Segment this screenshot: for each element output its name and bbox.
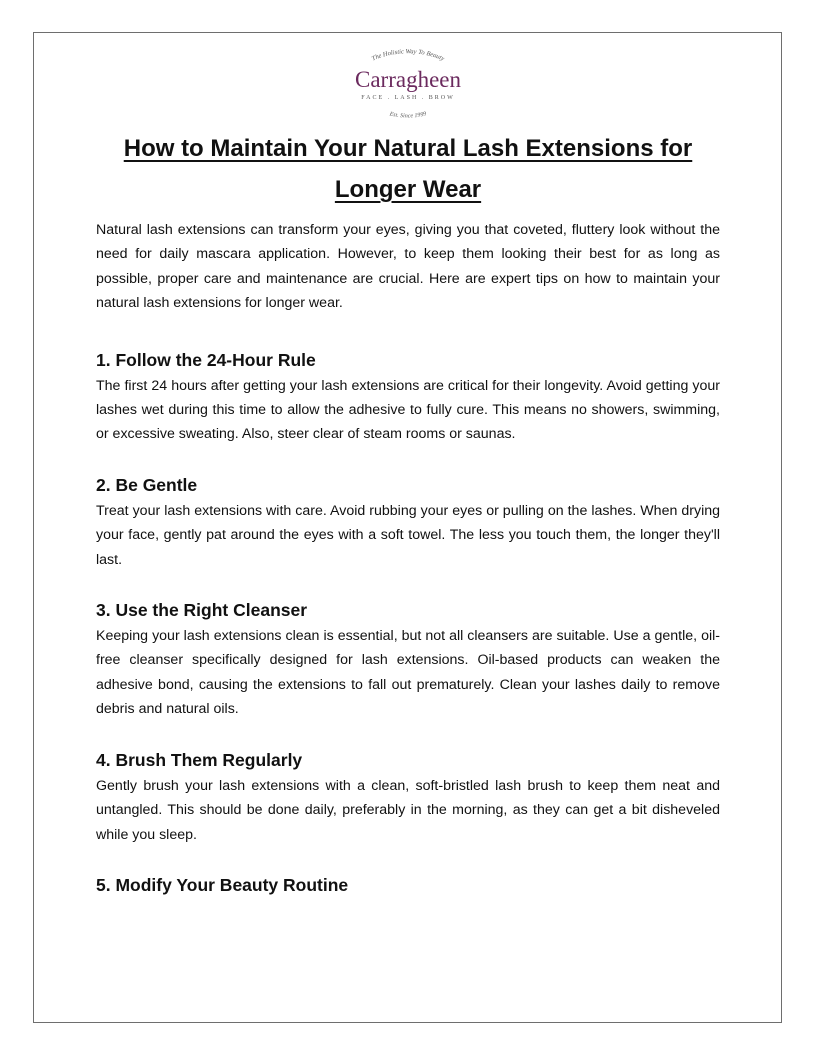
logo-tagline: FACE . LASH . BROW [361,95,455,101]
svg-text:Est. Since 1999 [388,111,427,119]
logo-arc-top-text: The Holistic Way To Beauty [370,48,446,63]
document-body [96,218,720,923]
section-body: Treat your lash extensions with care. Avoid rubbing your eyes or pulling on the lashes. When drying your face, gently pat around the eyes with a soft towel. The less you touch them, the longer they'll last. [96,502,720,568]
section-heading: 1. Follow the 24-Hour Rule [96,349,316,370]
section-be-gentle [96,473,720,572]
section-body: The first 24 hours after getting your lash extensions are critical for their longevity. Avoid getting your lashes wet during this time to allow the adhesive to fully cure. This means no showers, swimming, or excessive sweating. Also, steer clear of steam rooms or saunas. [96,377,720,443]
section-beauty-routine [96,873,720,897]
intro-paragraph: Natural lash extensions can transform your eyes, giving you that coveted, fluttery look without the need for daily mascara application. However, to keep them looking their best for as long as possible, proper care and maintenance are crucial. Here are expert tips on how to maintain your natural lash extensions for longer wear. [96,222,720,312]
section-right-cleanser [96,598,720,722]
section-heading: 4. Brush Them Regularly [96,749,303,770]
logo-brand-name: Carragheen [355,67,461,92]
section-heading: 3. Use the Right Cleanser [96,600,308,621]
section-heading: 5. Modify Your Beauty Routine [96,874,349,895]
section-heading: 2. Be Gentle [96,474,198,495]
section-body: Keeping your lash extensions clean is essential, but not all cleansers are suitable. Use a gentle, oil-free cleanser specifically designed for lash extensions. Oil-based products can weaken the adhesive bond, causing the extensions to fall out prematurely. Clean your lashes daily to remove debris and natural oils. [96,628,720,718]
document-title: How to Maintain Your Natural Lash Extensions for Longer Wear [123,135,693,203]
svg-text:The Holistic Way To Beauty [371,48,446,62]
logo-arc-bottom-text: Est. Since 1999 [388,111,428,120]
carragheen-logo [330,42,486,126]
section-brush-regularly [96,748,720,847]
section-24-hour-rule [96,348,720,447]
section-body: Gently brush your lash extensions with a clean, soft-bristled lash brush to keep them neat and untangled. This should be done daily, preferably in the morning, as they can get a bit disheveled while you sleep. [96,777,720,843]
